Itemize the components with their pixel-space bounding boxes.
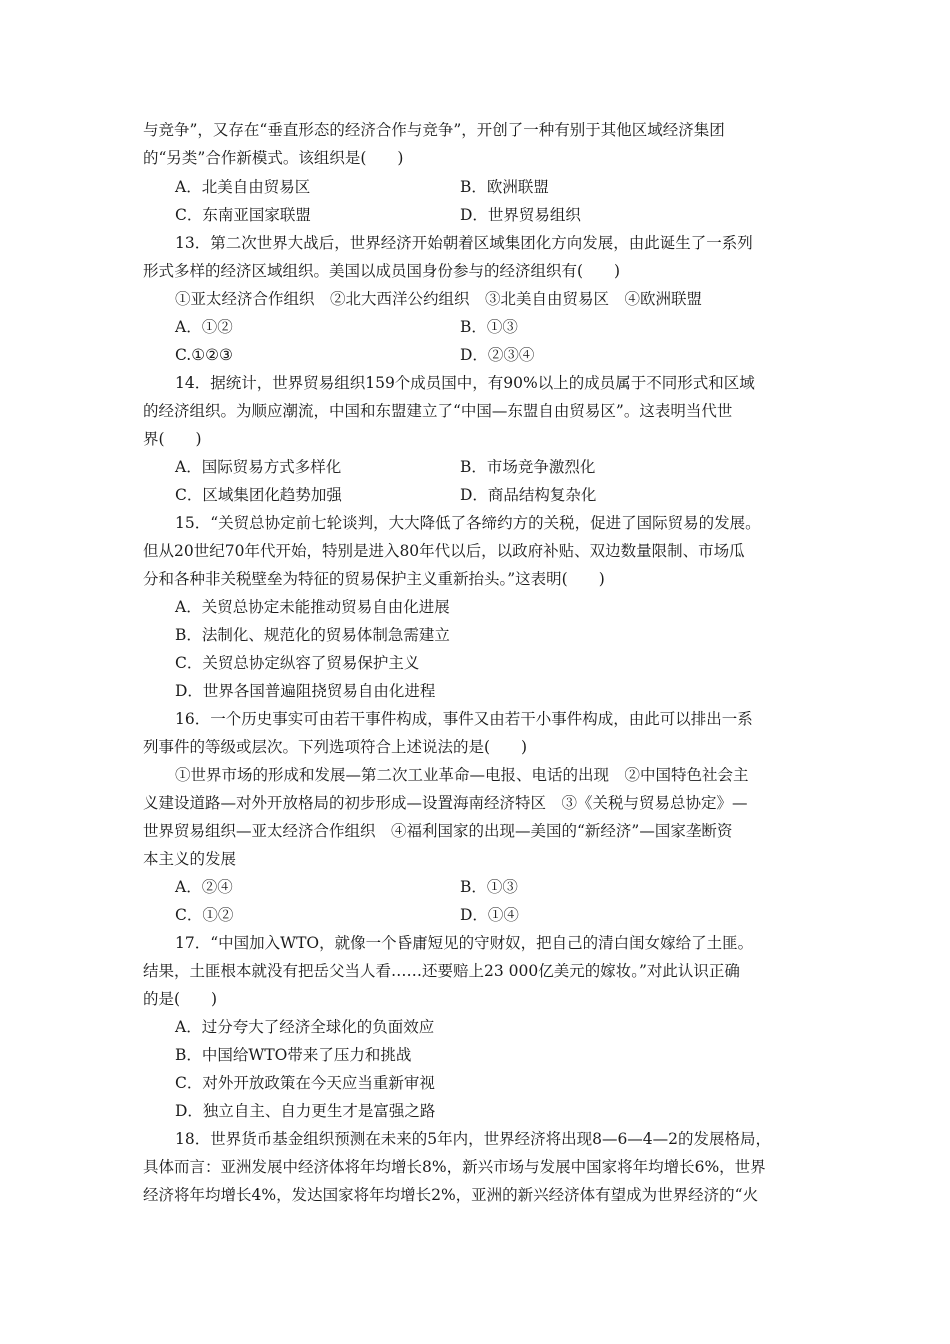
q13-items: ①亚太经济合作组织 ②北大西洋公约组织 ③北美自由贸易区 ④欧洲联盟 xyxy=(175,290,703,308)
q15-option-b: B．法制化、规范化的贸易体制急需建立 xyxy=(175,626,450,644)
q13-option-a: A．①② xyxy=(175,318,233,336)
q13-stem-line-2: 形式多样的经济区域组织。美国以成员国身份参与的经济组织有( ) xyxy=(143,262,621,280)
q14-stem-line-3: 界( ) xyxy=(143,430,202,448)
q16-option-d: D．①④ xyxy=(460,906,519,924)
q18-stem-line-1: 18．世界货币基金组织预测在未来的5年内，世界经济将出现8—6—4—2的发展格局， xyxy=(175,1130,772,1148)
q16-option-b: B．①③ xyxy=(460,878,518,896)
q16-items-line-1: ①世界市场的形成和发展—第二次工业革命—电报、电话的出现 ②中国特色社会主 xyxy=(175,766,749,784)
q16-option-c: C．①② xyxy=(175,906,234,924)
q17-stem-line-3: 的是( ) xyxy=(143,990,218,1008)
q15-stem-line-2: 但从20世纪70年代开始，特别是进入80年代以后，以政府补贴、双边数量限制、市场瓜 xyxy=(143,542,745,560)
q12-option-d: D．世界贸易组织 xyxy=(460,206,581,224)
q12-stem-line-1: 与竞争”，又存在“垂直形态的经济合作与竞争”，开创了一种有别于其他区域经济集团 xyxy=(143,121,725,139)
q17-option-c: C．对外开放政策在今天应当重新审视 xyxy=(175,1074,435,1092)
q15-option-d: D．世界各国普遍阻挠贸易自由化进程 xyxy=(175,682,436,700)
q15-option-a: A．关贸总协定未能推动贸易自由化进展 xyxy=(175,598,450,616)
q17-option-b: B．中国给WTO带来了压力和挑战 xyxy=(175,1046,412,1064)
q16-stem-line-1: 16．一个历史事实可由若干事件构成，事件又由若干小事件构成，由此可以排出一系 xyxy=(175,710,753,728)
q13-option-d: D．②③④ xyxy=(460,346,535,364)
q14-option-a: A．国际贸易方式多样化 xyxy=(175,458,342,476)
q16-items-line-4: 本主义的发展 xyxy=(143,850,237,868)
q16-stem-line-2: 列事件的等级或层次。下列选项符合上述说法的是( ) xyxy=(143,738,528,756)
q12-stem-line-2: 的“另类”合作新模式。该组织是( ) xyxy=(143,149,404,167)
q13-stem-line-1: 13．第二次世界大战后，世界经济开始朝着区域集团化方向发展，由此诞生了一系列 xyxy=(175,234,753,252)
q17-stem-line-2: 结果，土匪根本就没有把岳父当人看……还要赔上23 000亿美元的嫁妆。”对此认识正确 xyxy=(143,962,740,980)
q14-stem-line-1: 14．据统计，世界贸易组织159个成员国中，有90%以上的成员属于不同形式和区域 xyxy=(175,374,755,392)
q13-option-b: B．①③ xyxy=(460,318,518,336)
q16-option-a: A．②④ xyxy=(175,878,233,896)
q12-option-c: C．东南亚国家联盟 xyxy=(175,206,311,224)
q12-option-a: A．北美自由贸易区 xyxy=(175,178,311,196)
q15-option-c: C．关贸总协定纵容了贸易保护主义 xyxy=(175,654,420,672)
q14-stem-line-2: 的经济组织。为顺应潮流，中国和东盟建立了“中国—东盟自由贸易区”。这表明当代世 xyxy=(143,402,733,420)
q12-option-b: B．欧洲联盟 xyxy=(460,178,549,196)
q16-items-line-2: 义建设道路—对外开放格局的初步形成—设置海南经济特区 ③《关税与贸易总协定》— xyxy=(143,794,748,812)
q18-stem-line-2: 具体而言：亚洲发展中经济体将年均增长8%，新兴市场与发展中国家将年均增长6%，世界 xyxy=(143,1158,766,1176)
q18-stem-line-3: 经济将年均增长4%，发达国家将年均增长2%，亚洲的新兴经济体有望成为世界经济的“火 xyxy=(143,1186,759,1204)
q17-option-d: D．独立自主、自力更生才是富强之路 xyxy=(175,1102,436,1120)
q15-stem-line-1: 15．“关贸总协定前七轮谈判，大大降低了各缔约方的关税，促进了国际贸易的发展。 xyxy=(175,514,761,532)
q14-option-c: C．区域集团化趋势加强 xyxy=(175,486,342,504)
q17-option-a: A．过分夸大了经济全球化的负面效应 xyxy=(175,1018,435,1036)
q17-stem-line-1: 17．“中国加入WTO，就像一个昏庸短见的守财奴，把自己的清白闺女嫁给了土匪。 xyxy=(175,934,754,952)
q14-option-d: D．商品结构复杂化 xyxy=(460,486,597,504)
q14-option-b: B．市场竞争激烈化 xyxy=(460,458,596,476)
q15-stem-line-3: 分和各种非关税壁垒为特征的贸易保护主义重新抬头。”这表明( ) xyxy=(143,570,605,588)
q13-option-c: C.①②③ xyxy=(175,346,233,364)
q16-items-line-3: 世界贸易组织—亚太经济合作组织 ④福利国家的出现—美国的“新经济”—国家垄断资 xyxy=(143,822,733,840)
